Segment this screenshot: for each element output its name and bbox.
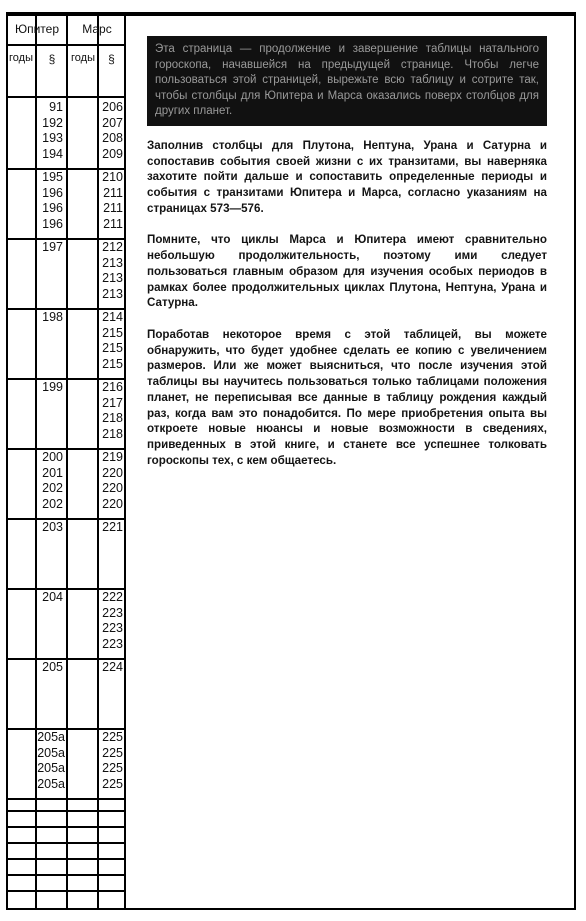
jupiter-section-cell: 201	[42, 465, 63, 480]
jupiter-section-cell: 192	[42, 115, 63, 130]
mars-section-cell: 211	[103, 185, 123, 200]
col-divider	[66, 14, 68, 910]
mars-section-cell: 225	[102, 730, 123, 744]
jupiter-section-cell: 205a	[37, 745, 65, 760]
mars-section-cell: 225	[102, 761, 123, 776]
header-bottom	[6, 96, 126, 98]
jupiter-section-cell: 193	[42, 131, 63, 146]
mars-section-cell: 218	[102, 426, 123, 441]
mars-section-cell: 213	[102, 271, 123, 286]
mars-section-cell: 208	[102, 131, 123, 146]
jupiter-section-cell: 205a	[37, 730, 65, 744]
jupiter-section-cell: 205a	[37, 776, 65, 791]
jupiter-section-cell: 196	[42, 201, 63, 216]
jupiter-section-cell: 91	[49, 100, 63, 114]
mars-section-cell: 219	[102, 450, 123, 464]
jupiter-section-cell: 198	[42, 310, 63, 324]
mars-section-cell: 211	[103, 201, 123, 216]
mars-section-cell: 217	[102, 395, 123, 410]
empty-row-line	[6, 890, 126, 892]
jupiter-section-cell: 203	[42, 520, 63, 534]
mars-section-cell: 225	[102, 745, 123, 760]
mars-section-cell: 222	[102, 590, 123, 604]
jupiter-section-cell: 196	[42, 216, 63, 231]
mars-section-cell: 220	[102, 465, 123, 480]
jupiter-section-cell: 205a	[37, 761, 65, 776]
mars-section-cell: 216	[102, 380, 123, 394]
jupiter-header: Юпитер	[14, 22, 60, 36]
mars-section-cell: 209	[102, 146, 123, 161]
jupiter-section-cell: 202	[42, 481, 63, 496]
mars-section-header: §	[108, 52, 115, 66]
jupiter-section-cell: 195	[42, 170, 63, 184]
empty-row-line	[6, 810, 126, 812]
col-divider	[124, 14, 126, 910]
mars-section-cell: 215	[102, 356, 123, 371]
mars-section-cell: 224	[102, 660, 123, 674]
jupiter-years-header: годы	[9, 52, 33, 64]
jupiter-section-cell: 197	[42, 240, 63, 254]
mars-section-cell: 220	[102, 481, 123, 496]
transit-table	[6, 14, 126, 910]
empty-row-line	[6, 842, 126, 844]
jupiter-section-cell: 194	[42, 146, 63, 161]
group-divider	[6, 798, 126, 800]
paragraph-3: Поработав некоторое время с этой таблицей, вы можете обнаружить, что будет удобнее сделать ее копию с увеличением размеров. Или же может выясниться, что после изучения этой таблицы вы научитесь пользоваться только таблицами положения планет, не переписывая все данные в таблицу рождения каждый раз, когда вам это понадобится. По мере приобретения опыта вы откроете новые нюансы и новые возможности в сведениях, приведенных в этой книге, и станете все успешнее толковать гороскопы тех, с кем общаетесь.	[147, 328, 547, 467]
text-column	[147, 36, 547, 468]
mars-section-cell: 207	[102, 115, 123, 130]
mars-section-cell: 214	[102, 310, 123, 324]
jupiter-section-cell: 200	[42, 450, 63, 464]
mars-section-cell: 213	[102, 255, 123, 270]
mars-section-cell: 223	[102, 605, 123, 620]
empty-row-line	[6, 858, 126, 860]
paragraph-1: Заполнив столбцы для Плутона, Нептуна, Урана и Сатурна и сопоставив события своей жизни с их транзитами, вы наверняка захотите пойти дальше и сопоставить определенные периоды и события с транзитами Юпитера и Марса, согласно указаниям на страницах 573—576.	[147, 138, 547, 215]
header-divider	[6, 44, 126, 46]
mars-section-cell: 212	[102, 240, 123, 254]
empty-row-line	[6, 826, 126, 828]
mars-header: Марс	[82, 22, 112, 36]
mars-section-cell: 213	[102, 286, 123, 301]
mars-section-cell: 206	[102, 100, 123, 114]
jupiter-section-cell: 205	[42, 660, 63, 674]
paragraph-2: Помните, что циклы Марса и Юпитера имеют сравнительно небольшую продолжительность, поэтому ими следует пользоваться главным образом для изучения особых периодов в рамках более продолжительных циклах Плутона, Нептуна, Урана и Сатурна.	[147, 233, 547, 310]
empty-row-line	[6, 874, 126, 876]
mars-section-cell: 223	[102, 636, 123, 651]
mars-years-header: годы	[71, 52, 95, 64]
mars-section-cell: 211	[103, 216, 123, 231]
mars-section-cell: 221	[102, 520, 123, 534]
jupiter-section-cell: 199	[42, 380, 63, 394]
mars-section-cell: 220	[102, 496, 123, 511]
jupiter-section-cell: 204	[42, 590, 63, 604]
jupiter-section-cell: 202	[42, 496, 63, 511]
mars-section-cell: 218	[102, 411, 123, 426]
jupiter-section-header: §	[48, 52, 56, 66]
jupiter-section-cell: 196	[42, 185, 63, 200]
mars-section-cell: 223	[102, 621, 123, 636]
intro-box: Эта страница — продолжение и завершение таблицы натального гороскопа, начавшейся на предыдущей странице. Чтобы легче пользоваться этой страницей, вырежьте всю таблицу и сотрите так, чтобы столбцы для Юпитера и Марса оказались поверх столбцов для других планет.	[147, 36, 547, 126]
mars-section-cell: 225	[102, 776, 123, 791]
mars-section-cell: 215	[102, 325, 123, 340]
mars-section-cell: 215	[102, 341, 123, 356]
mars-section-cell: 210	[102, 170, 123, 184]
